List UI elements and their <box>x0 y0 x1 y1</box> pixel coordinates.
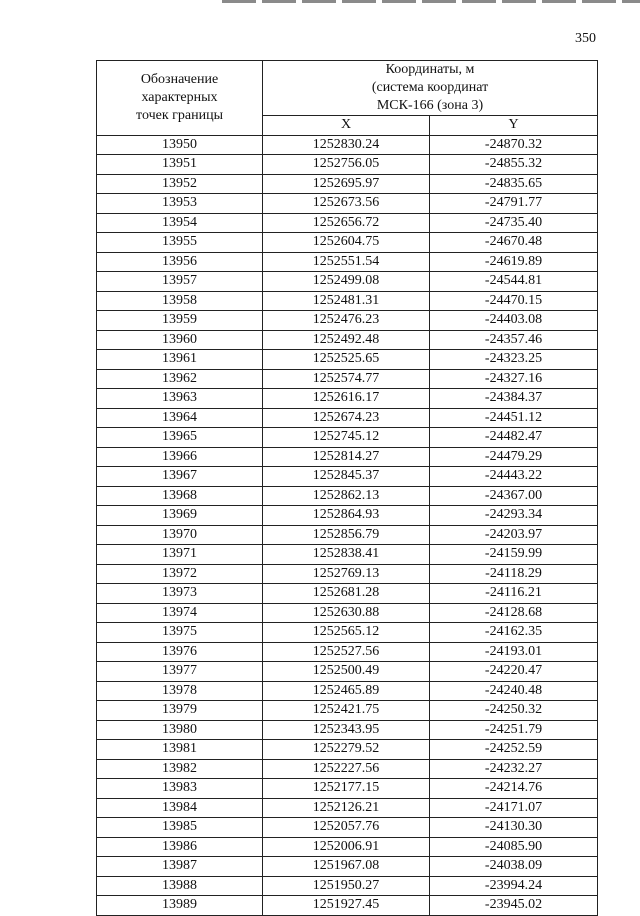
table-row <box>97 642 598 662</box>
x-coordinate-cell: 1252862.13 <box>263 486 430 506</box>
table-row <box>97 467 598 487</box>
y-coordinate-cell: -23945.02 <box>430 896 598 916</box>
point-id-cell: 13976 <box>97 642 263 662</box>
header-point-line: Обозначение <box>140 71 219 87</box>
y-coordinate-cell: -24252.59 <box>430 740 598 760</box>
y-coordinate-cell: -24403.08 <box>430 311 598 331</box>
point-id-cell: 13962 <box>97 369 263 389</box>
x-coordinate-cell: 1252845.37 <box>263 467 430 487</box>
point-id-cell: 13951 <box>97 155 263 175</box>
point-id-cell: 13974 <box>97 603 263 623</box>
y-coordinate-cell: -24670.48 <box>430 233 598 253</box>
y-coordinate-cell: -24470.15 <box>430 291 598 311</box>
table-row <box>97 369 598 389</box>
table-row <box>97 623 598 643</box>
point-id-cell: 13966 <box>97 447 263 467</box>
table-row <box>97 837 598 857</box>
y-coordinate-cell: -24220.47 <box>430 662 598 682</box>
table-row <box>97 233 598 253</box>
x-coordinate-cell: 1252656.72 <box>263 213 430 233</box>
y-coordinate-cell: -24193.01 <box>430 642 598 662</box>
x-coordinate-cell: 1252057.76 <box>263 818 430 838</box>
x-coordinate-cell: 1252574.77 <box>263 369 430 389</box>
x-coordinate-cell: 1252838.41 <box>263 545 430 565</box>
table-row <box>97 759 598 779</box>
point-id-cell: 13969 <box>97 506 263 526</box>
y-coordinate-cell: -24250.32 <box>430 701 598 721</box>
y-coordinate-cell: -24791.77 <box>430 194 598 214</box>
point-id-cell: 13986 <box>97 837 263 857</box>
header-y: Y <box>430 116 598 136</box>
y-coordinate-cell: -24544.81 <box>430 272 598 292</box>
point-id-cell: 13963 <box>97 389 263 409</box>
point-id-cell: 13965 <box>97 428 263 448</box>
table-row <box>97 272 598 292</box>
header-point-designation <box>97 61 263 136</box>
y-coordinate-cell: -24128.68 <box>430 603 598 623</box>
x-coordinate-cell: 1252551.54 <box>263 252 430 272</box>
table-row <box>97 213 598 233</box>
y-coordinate-cell: -24171.07 <box>430 798 598 818</box>
table-row <box>97 486 598 506</box>
point-id-cell: 13956 <box>97 252 263 272</box>
point-id-cell: 13952 <box>97 174 263 194</box>
header-x: X <box>263 116 430 136</box>
y-coordinate-cell: -24384.37 <box>430 389 598 409</box>
table-row <box>97 447 598 467</box>
x-coordinate-cell: 1252604.75 <box>263 233 430 253</box>
x-coordinate-cell: 1252695.97 <box>263 174 430 194</box>
x-coordinate-cell: 1252814.27 <box>263 447 430 467</box>
point-id-cell: 13989 <box>97 896 263 916</box>
y-coordinate-cell: -24482.47 <box>430 428 598 448</box>
y-coordinate-cell: -24116.21 <box>430 584 598 604</box>
x-coordinate-cell: 1252864.93 <box>263 506 430 526</box>
y-coordinate-cell: -24293.34 <box>430 506 598 526</box>
x-coordinate-cell: 1252476.23 <box>263 311 430 331</box>
table-row <box>97 428 598 448</box>
x-coordinate-cell: 1252527.56 <box>263 642 430 662</box>
y-coordinate-cell: -24735.40 <box>430 213 598 233</box>
point-id-cell: 13975 <box>97 623 263 643</box>
table-row <box>97 350 598 370</box>
x-coordinate-cell: 1252745.12 <box>263 428 430 448</box>
point-id-cell: 13967 <box>97 467 263 487</box>
x-coordinate-cell: 1252756.05 <box>263 155 430 175</box>
x-coordinate-cell: 1252830.24 <box>263 135 430 155</box>
point-id-cell: 13954 <box>97 213 263 233</box>
point-id-cell: 13957 <box>97 272 263 292</box>
table-row <box>97 252 598 272</box>
y-coordinate-cell: -24870.32 <box>430 135 598 155</box>
table-row <box>97 740 598 760</box>
x-coordinate-cell: 1252343.95 <box>263 720 430 740</box>
table-row <box>97 525 598 545</box>
header-coords-line: (система координат <box>371 80 489 95</box>
x-coordinate-cell: 1252630.88 <box>263 603 430 623</box>
y-coordinate-cell: -24203.97 <box>430 525 598 545</box>
table-row <box>97 818 598 838</box>
point-id-cell: 13984 <box>97 798 263 818</box>
x-coordinate-cell: 1251927.45 <box>263 896 430 916</box>
x-coordinate-cell: 1252465.89 <box>263 681 430 701</box>
point-id-cell: 13959 <box>97 311 263 331</box>
table-row <box>97 291 598 311</box>
point-id-cell: 13950 <box>97 135 263 155</box>
point-id-cell: 13973 <box>97 584 263 604</box>
y-coordinate-cell: -24451.12 <box>430 408 598 428</box>
y-coordinate-cell: -24323.25 <box>430 350 598 370</box>
x-coordinate-cell: 1251950.27 <box>263 876 430 896</box>
y-coordinate-cell: -24159.99 <box>430 545 598 565</box>
point-id-cell: 13968 <box>97 486 263 506</box>
point-id-cell: 13970 <box>97 525 263 545</box>
header-coordinates <box>263 61 598 116</box>
x-coordinate-cell: 1252481.31 <box>263 291 430 311</box>
x-coordinate-cell: 1252227.56 <box>263 759 430 779</box>
y-coordinate-cell: -24357.46 <box>430 330 598 350</box>
y-coordinate-cell: -24835.65 <box>430 174 598 194</box>
point-id-cell: 13972 <box>97 564 263 584</box>
x-coordinate-cell: 1252616.17 <box>263 389 430 409</box>
table-row <box>97 155 598 175</box>
y-coordinate-cell: -24619.89 <box>430 252 598 272</box>
top-dashed-rule <box>222 0 640 3</box>
x-coordinate-cell: 1252492.48 <box>263 330 430 350</box>
point-id-cell: 13953 <box>97 194 263 214</box>
x-coordinate-cell: 1252500.49 <box>263 662 430 682</box>
header-point-line: точек границы <box>136 107 223 123</box>
table-row <box>97 857 598 877</box>
y-coordinate-cell: -24327.16 <box>430 369 598 389</box>
y-coordinate-cell: -23994.24 <box>430 876 598 896</box>
table-row <box>97 896 598 916</box>
table-row <box>97 564 598 584</box>
table-body <box>97 135 598 915</box>
y-coordinate-cell: -24130.30 <box>430 818 598 838</box>
table-row <box>97 389 598 409</box>
x-coordinate-cell: 1252565.12 <box>263 623 430 643</box>
x-coordinate-cell: 1252006.91 <box>263 837 430 857</box>
y-coordinate-cell: -24367.00 <box>430 486 598 506</box>
point-id-cell: 13980 <box>97 720 263 740</box>
table-row <box>97 311 598 331</box>
y-coordinate-cell: -24085.90 <box>430 837 598 857</box>
table-row <box>97 330 598 350</box>
x-coordinate-cell: 1252126.21 <box>263 798 430 818</box>
y-coordinate-cell: -24214.76 <box>430 779 598 799</box>
table-row <box>97 798 598 818</box>
y-coordinate-cell: -24118.29 <box>430 564 598 584</box>
x-coordinate-cell: 1251967.08 <box>263 857 430 877</box>
point-id-cell: 13971 <box>97 545 263 565</box>
table-row <box>97 603 598 623</box>
x-coordinate-cell: 1252681.28 <box>263 584 430 604</box>
table-row <box>97 681 598 701</box>
table-row <box>97 408 598 428</box>
table-row <box>97 720 598 740</box>
x-coordinate-cell: 1252525.65 <box>263 350 430 370</box>
point-id-cell: 13979 <box>97 701 263 721</box>
table-row <box>97 506 598 526</box>
y-coordinate-cell: -24038.09 <box>430 857 598 877</box>
table-row <box>97 545 598 565</box>
point-id-cell: 13978 <box>97 681 263 701</box>
point-id-cell: 13988 <box>97 876 263 896</box>
x-coordinate-cell: 1252673.56 <box>263 194 430 214</box>
table-row <box>97 174 598 194</box>
y-coordinate-cell: -24240.48 <box>430 681 598 701</box>
header-coords-line: МСК-166 (зона 3) <box>376 98 484 113</box>
table-row <box>97 194 598 214</box>
y-coordinate-cell: -24479.29 <box>430 447 598 467</box>
point-id-cell: 13977 <box>97 662 263 682</box>
table-row <box>97 662 598 682</box>
point-id-cell: 13985 <box>97 818 263 838</box>
table-row <box>97 584 598 604</box>
x-coordinate-cell: 1252856.79 <box>263 525 430 545</box>
table-row <box>97 701 598 721</box>
header-point-line: характерных <box>141 89 218 105</box>
point-id-cell: 13981 <box>97 740 263 760</box>
point-id-cell: 13955 <box>97 233 263 253</box>
table-row <box>97 876 598 896</box>
point-id-cell: 13964 <box>97 408 263 428</box>
point-id-cell: 13983 <box>97 779 263 799</box>
x-coordinate-cell: 1252674.23 <box>263 408 430 428</box>
table-row <box>97 779 598 799</box>
page-number: 350 <box>575 31 596 46</box>
y-coordinate-cell: -24855.32 <box>430 155 598 175</box>
point-id-cell: 13961 <box>97 350 263 370</box>
point-id-cell: 13960 <box>97 330 263 350</box>
x-coordinate-cell: 1252177.15 <box>263 779 430 799</box>
point-id-cell: 13958 <box>97 291 263 311</box>
coordinates-table <box>96 60 598 916</box>
x-coordinate-cell: 1252421.75 <box>263 701 430 721</box>
table-row <box>97 135 598 155</box>
x-coordinate-cell: 1252499.08 <box>263 272 430 292</box>
y-coordinate-cell: -24443.22 <box>430 467 598 487</box>
y-coordinate-cell: -24251.79 <box>430 720 598 740</box>
point-id-cell: 13987 <box>97 857 263 877</box>
point-id-cell: 13982 <box>97 759 263 779</box>
x-coordinate-cell: 1252279.52 <box>263 740 430 760</box>
y-coordinate-cell: -24232.27 <box>430 759 598 779</box>
x-coordinate-cell: 1252769.13 <box>263 564 430 584</box>
header-coords-line: Координаты, м <box>385 62 475 77</box>
y-coordinate-cell: -24162.35 <box>430 623 598 643</box>
